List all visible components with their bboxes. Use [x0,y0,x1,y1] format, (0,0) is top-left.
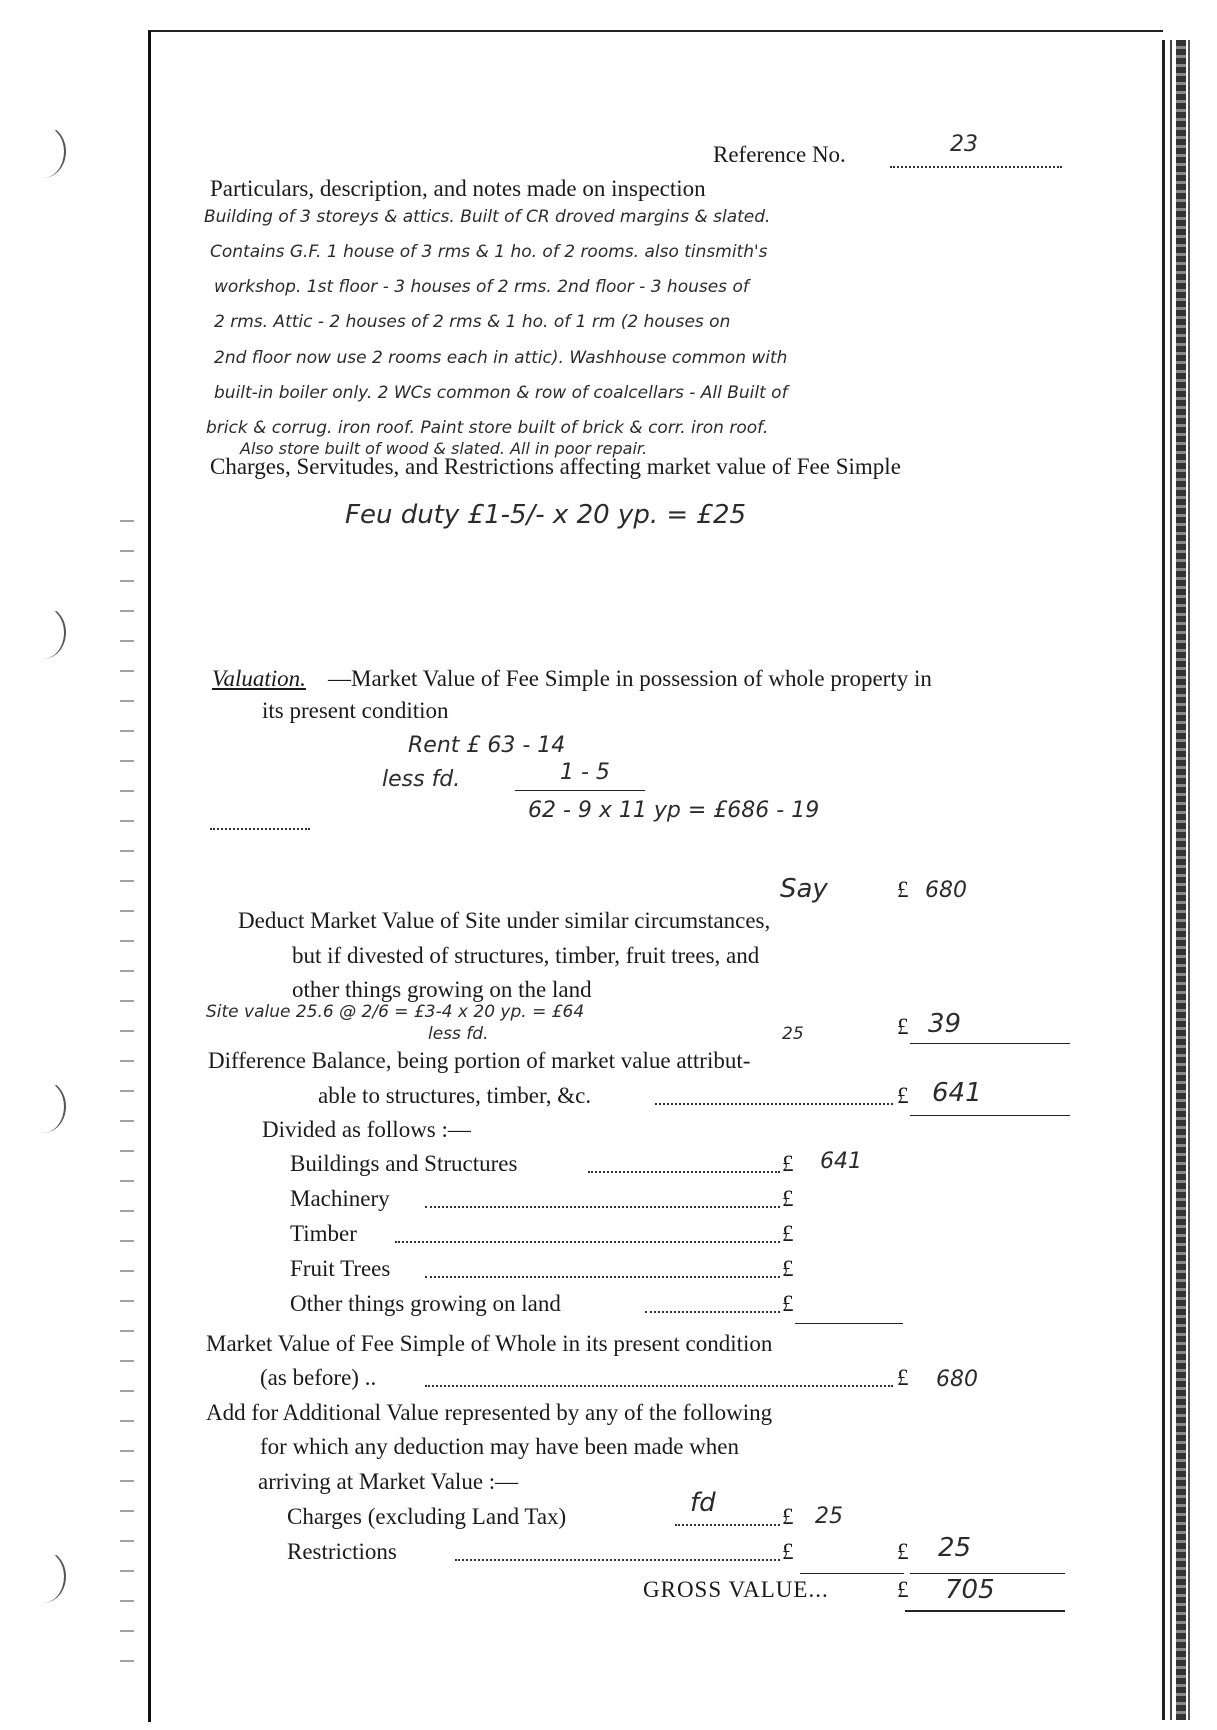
pound-sign: £ [897,877,909,902]
valuation-label: —Market Value of Fee Simple in possession of whole property in [328,666,932,691]
pound-sign: £ [782,1504,794,1529]
gross-value: 705 [945,1575,995,1605]
rent-calc: Rent £ 63 - 14 [408,733,566,758]
deduct-label: but if divested of structures, timber, fruit trees, and [292,943,760,968]
punch-hole [20,125,66,178]
site-less-value: 25 [782,1024,804,1044]
dot-leader [645,1311,780,1313]
subtotal-line [795,1323,903,1324]
item-label: Fruit Trees [290,1256,391,1281]
item-label: Other things growing on land [290,1291,561,1316]
particulars-line: Building of 3 storeys & attics. Built of CR droved margins & slated. [204,207,771,227]
particulars-line: brick & corrug. iron roof. Paint store built of brick & corr. iron roof. [206,418,769,438]
pound-sign: £ [782,1151,794,1176]
site-value-note: Site value 25.6 @ 2/6 = £3-4 x 20 yp. = £64 [206,1002,585,1022]
difference-value: 641 [932,1078,982,1108]
say-label: Say [780,874,828,904]
add-label: arriving at Market Value :— [258,1469,519,1494]
particulars-line: 2nd floor now use 2 rooms each in attic). Washhouse common with [214,348,788,368]
dash-line [210,828,310,830]
site-value: 39 [928,1009,962,1039]
pound-sign: £ [782,1256,794,1281]
dot-leader [455,1559,780,1561]
dot-leader [588,1171,780,1173]
calc-result: 62 - 9 x 11 yp = £686 - 19 [528,798,820,823]
pound-sign: £ [897,1539,909,1564]
reference-number: 23 [950,132,978,157]
less-feu-duty-value: 1 - 5 [560,760,610,785]
particulars-line: workshop. 1st floor - 3 houses of 2 rms. 2nd floor - 3 houses of [214,277,749,297]
pound-sign: £ [897,1365,909,1390]
charges-item-value: 25 [815,1504,843,1529]
difference-label: able to structures, timber, &c. [318,1083,592,1108]
reference-line [890,166,1062,168]
dot-leader [425,1276,780,1278]
dot-leader [425,1206,780,1208]
difference-label: Difference Balance, being portion of market value attribut- [208,1048,751,1073]
item-label: Machinery [290,1186,390,1211]
page-edge [1188,40,1190,1720]
valuation-label: its present condition [262,698,449,723]
less-feu-duty: less fd. [382,767,461,792]
punch-hole [20,1550,66,1603]
charges-item-label: Charges (excluding Land Tax) [287,1504,567,1529]
pound-sign: £ [782,1186,794,1211]
dot-leader [655,1103,893,1105]
market-whole-value: 680 [936,1367,978,1392]
pound-sign: £ [897,1577,909,1602]
page-edge [1170,40,1172,1720]
say-value: 680 [925,878,967,903]
charges-note: Feu duty £1-5/- x 20 yp. = £25 [345,500,747,530]
page-edge [1176,40,1186,1720]
particulars-label: Particulars, description, and notes made on inspection [210,176,706,201]
site-less-note: less fd. [428,1024,489,1044]
particulars-line: built-in boiler only. 2 WCs common & row of coalcellars - All Built of [214,383,788,403]
add-label: for which any deduction may have been made when [260,1434,739,1459]
particulars-line: Also store built of wood & slated. All in poor repair. [240,439,648,458]
pound-sign: £ [782,1291,794,1316]
divided-label: Divided as follows :— [262,1117,471,1142]
reference-label: Reference No. [713,142,846,167]
page-edge [1162,40,1165,1720]
punch-hole [20,606,66,659]
valuation-heading: Valuation. [212,666,306,691]
pound-sign: £ [782,1539,794,1564]
punch-hole [20,1080,66,1133]
dot-leader [395,1241,780,1243]
gross-value-label: GROSS VALUE... [643,1577,829,1602]
pound-sign: £ [782,1221,794,1246]
gross-total-line [905,1610,1065,1612]
pound-sign: £ [897,1014,909,1039]
particulars-line: 2 rms. Attic - 2 houses of 2 rms & 1 ho. of 1 rm (2 houses on [214,312,731,332]
add-label: Add for Additional Value represented by any of the following [206,1400,773,1425]
particulars-line: Contains G.F. 1 house of 3 rms & 1 ho. of 2 rooms. also tinsmith's [210,242,768,262]
dot-leader [425,1385,893,1387]
total-line [910,1573,1065,1574]
total-line [910,1115,1070,1116]
additions-total: 25 [938,1533,972,1563]
deduct-label: Deduct Market Value of Site under similar circumstances, [238,908,771,933]
item-value: 641 [820,1149,862,1174]
market-whole-label: Market Value of Fee Simple of Whole in its present condition [206,1331,773,1356]
total-line [910,1043,1070,1044]
calc-underline [515,790,645,791]
item-label: Timber [290,1221,357,1246]
dot-leader [675,1524,780,1526]
market-whole-label: (as before) .. [260,1365,377,1390]
deduct-label: other things growing on the land [292,977,592,1002]
item-label: Buildings and Structures [290,1151,518,1176]
restrictions-label: Restrictions [287,1539,397,1564]
page-edge-marks [120,520,134,1680]
charges-item-note: fd [690,1488,716,1518]
pound-sign: £ [897,1083,909,1108]
subtotal-line [800,1573,904,1574]
charges-label: Charges, Servitudes, and Restrictions affecting market value of Fee Simple [210,454,901,479]
